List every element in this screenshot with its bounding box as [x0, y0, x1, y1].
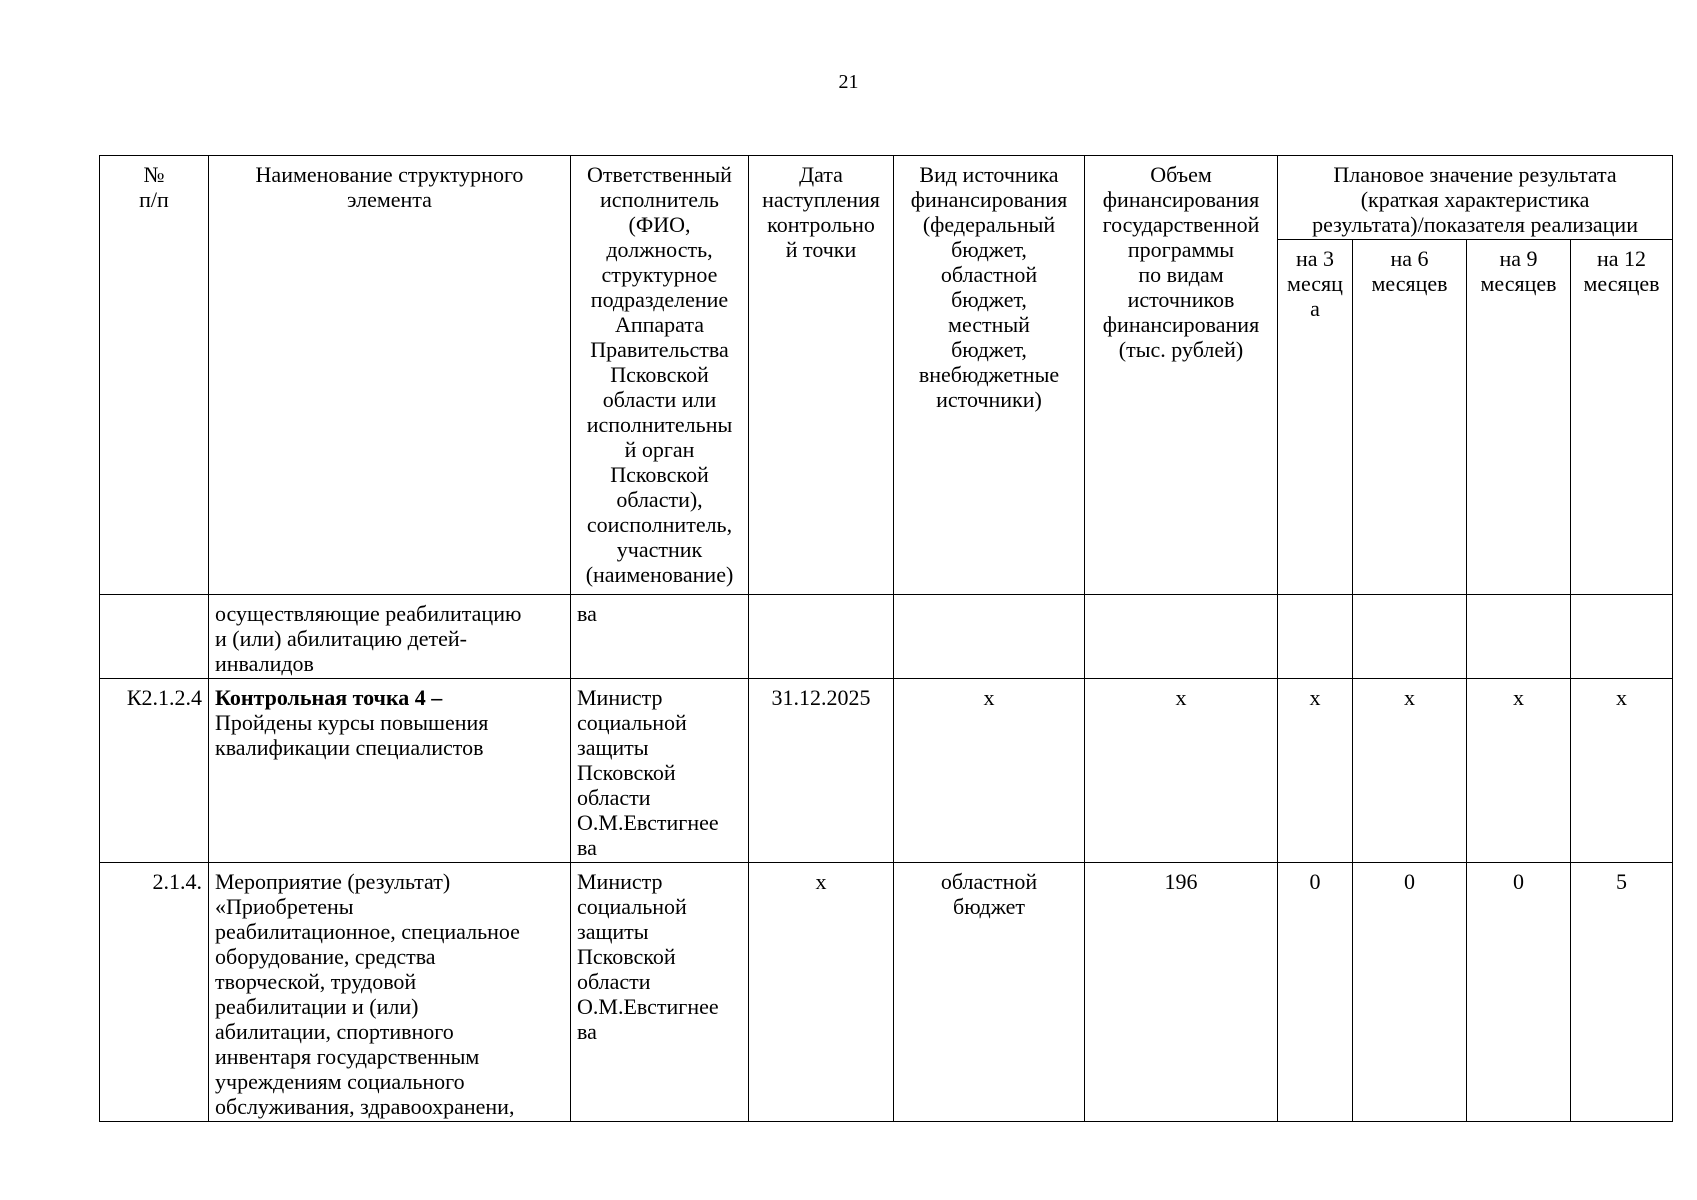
row-m9 — [1467, 595, 1571, 679]
row-responsible: ва — [571, 595, 749, 679]
header-responsible: Ответственный исполнитель (ФИО, должность, структурное подразделение Аппарата Правительства Псковской области или исполнительны й орган Псковской области), соисполнитель, участник (наименование) — [571, 156, 749, 595]
header-num: № п/п — [100, 156, 209, 595]
row-m3: х — [1278, 679, 1353, 863]
control-point-title: Контрольная точка 4 – — [215, 685, 443, 710]
row-volume: х — [1085, 679, 1278, 863]
row-responsible: Министр социальной защиты Псковской области О.М.Евстигнее ва — [571, 679, 749, 863]
header-m12: на 12 месяцев — [1571, 240, 1673, 595]
table-row — [100, 679, 1673, 863]
row-m6: 0 — [1353, 863, 1467, 1122]
structural-elements-table — [99, 155, 1673, 1122]
header-source: Вид источника финансирования (федеральный бюджет, областной бюджет, местный бюджет, внебюджетные источники) — [894, 156, 1085, 595]
row-m9: х — [1467, 679, 1571, 863]
row-name: Мероприятие (результат) «Приобретены реабилитационное, специальное оборудование, средства творческой, трудовой реабилитации и (или) абилитации, спортивного инвентаря государственным учреждениям социального обслуживания, здравоохранени, — [209, 863, 571, 1122]
row-source — [894, 595, 1085, 679]
row-name: Контрольная точка 4 – Пройдены курсы повышения квалификации специалистов — [209, 679, 571, 863]
row-date: 31.12.2025 — [749, 679, 894, 863]
row-m12: 5 — [1571, 863, 1673, 1122]
header-name: Наименование структурного элемента — [209, 156, 571, 595]
header-plan: Плановое значение результата (краткая характеристика результата)/показателя реализации — [1278, 156, 1673, 240]
header-m3: на 3 месяц а — [1278, 240, 1353, 595]
header-m9: на 9 месяцев — [1467, 240, 1571, 595]
header-row-1 — [100, 156, 1673, 240]
row-m3 — [1278, 595, 1353, 679]
row-m6: х — [1353, 679, 1467, 863]
row-m6 — [1353, 595, 1467, 679]
row-num — [100, 595, 209, 679]
row-m12 — [1571, 595, 1673, 679]
row-source: х — [894, 679, 1085, 863]
header-date: Дата наступления контрольно й точки — [749, 156, 894, 595]
page-number: 21 — [838, 71, 859, 93]
table-row — [100, 863, 1673, 1122]
row-m12: х — [1571, 679, 1673, 863]
row-date — [749, 595, 894, 679]
row-volume: 196 — [1085, 863, 1278, 1122]
row-source: областной бюджет — [894, 863, 1085, 1122]
row-num: К2.1.2.4 — [100, 679, 209, 863]
row-m9: 0 — [1467, 863, 1571, 1122]
header-volume: Объем финансирования государственной программы по видам источников финансирования (тыс. рублей) — [1085, 156, 1278, 595]
table-row — [100, 595, 1673, 679]
row-responsible: Министр социальной защиты Псковской области О.М.Евстигнее ва — [571, 863, 749, 1122]
row-m3: 0 — [1278, 863, 1353, 1122]
row-date: х — [749, 863, 894, 1122]
header-m6: на 6 месяцев — [1353, 240, 1467, 595]
row-volume — [1085, 595, 1278, 679]
row-num: 2.1.4. — [100, 863, 209, 1122]
row-name: осуществляющие реабилитацию и (или) абилитацию детей- инвалидов — [209, 595, 571, 679]
